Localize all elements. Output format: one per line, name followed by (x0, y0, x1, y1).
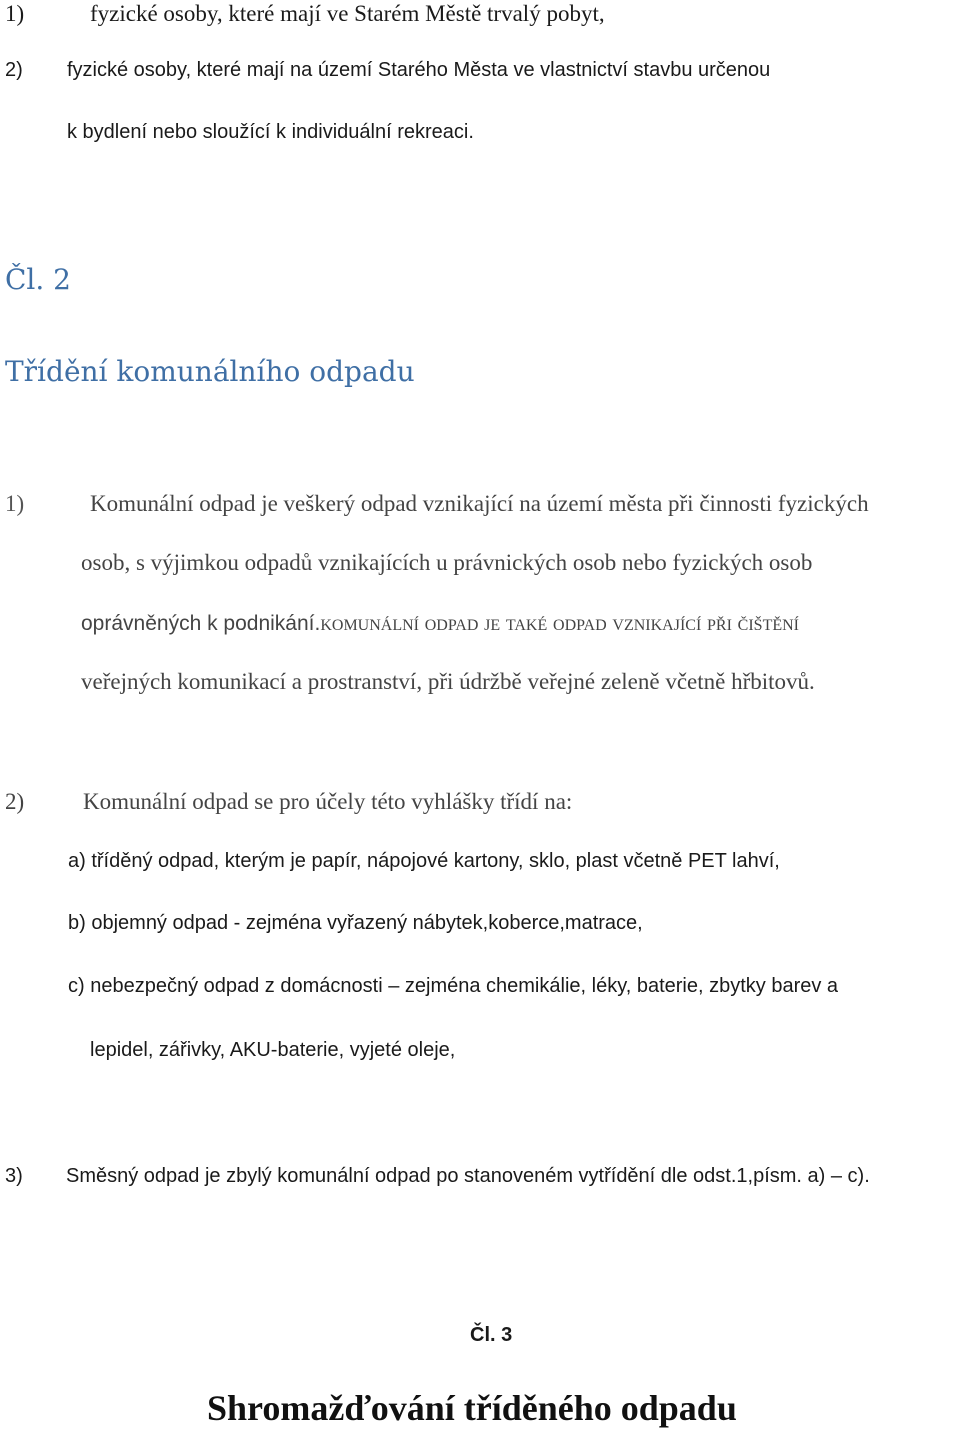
paragraph-number: 3) (5, 1165, 23, 1187)
paragraph-number: 2) (5, 789, 25, 814)
list-item-text: a) tříděný odpad, kterým je papír, nápojové kartony, sklo, plast včetně PET lahví, (68, 850, 780, 872)
paragraph-text-part: komunální odpad je také odpad vznikající při čištění (320, 610, 800, 635)
paragraph-text: veřejných komunikací a prostranství, při údržbě veřejné zeleně včetně hřbitovů. (81, 669, 815, 694)
paragraph-text: Komunální odpad je veškerý odpad vznikající na území města při činnosti fyzických (90, 491, 869, 516)
paragraph-text (81, 611, 799, 634)
list-item-text: fyzické osoby, které mají na území Starého Města ve vlastnictví stavbu určenou (67, 59, 771, 81)
paragraph-number: 1) (5, 491, 25, 516)
paragraph-text-part: oprávněných k podnikání. (81, 612, 321, 635)
article-label: Čl. 3 (470, 1324, 513, 1346)
list-item-text: k bydlení nebo sloužící k individuální rekreaci. (67, 121, 474, 143)
article-title: Shromažďování tříděného odpadu (207, 1388, 737, 1428)
list-item-text: fyzické osoby, které mají ve Starém Městě trvalý pobyt, (90, 1, 605, 26)
list-number: 2) (5, 59, 23, 81)
list-item-text: b) objemný odpad - zejména vyřazený nábytek,koberce,matrace, (68, 912, 643, 934)
article-label: Čl. 2 (5, 263, 71, 296)
paragraph-text: Směsný odpad je zbylý komunální odpad po stanoveném vytřídění dle odst.1,písm. a) – c). (66, 1165, 870, 1187)
article-title: Třídění komunálního odpadu (5, 355, 415, 388)
paragraph-text: Komunální odpad se pro účely této vyhlášky třídí na: (83, 789, 573, 814)
list-number: 1) (5, 1, 25, 26)
list-item-text: lepidel, zářivky, AKU-baterie, vyjeté oleje, (90, 1039, 456, 1061)
paragraph-text: osob, s výjimkou odpadů vznikajících u právnických osob nebo fyzických osob (81, 550, 813, 575)
list-item-text: c) nebezpečný odpad z domácnosti – zejména chemikálie, léky, baterie, zbytky barev a (68, 975, 839, 997)
